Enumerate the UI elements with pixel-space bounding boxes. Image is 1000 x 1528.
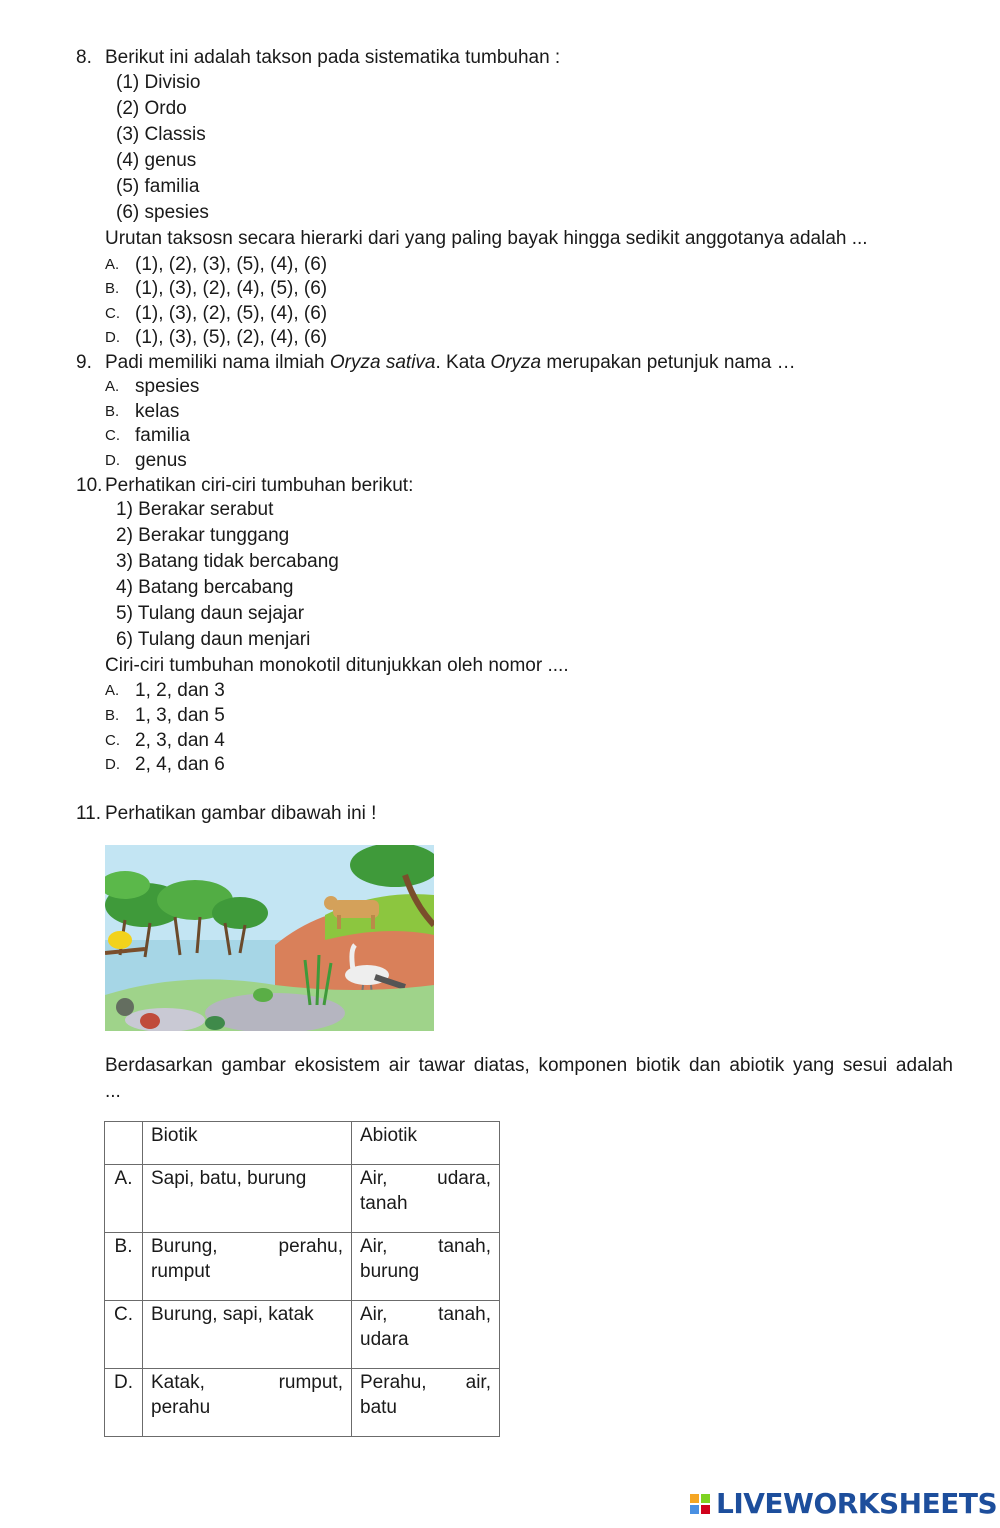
- table-header-cell: Abiotik: [352, 1122, 500, 1165]
- q8-option-b[interactable]: (1), (3), (2), (4), (5), (6): [135, 278, 328, 299]
- table-header-cell: Biotik: [143, 1122, 352, 1165]
- row-letter: B.: [105, 1233, 143, 1301]
- q10-option-letter: B.: [105, 707, 120, 724]
- cell-word: tanah,: [438, 1236, 491, 1257]
- q10-option-c[interactable]: 2, 3, dan 4: [135, 730, 225, 751]
- table-header-cell: [105, 1122, 143, 1165]
- q10-item: 5) Tulang daun sejajar: [116, 603, 305, 624]
- q9-number: 9.: [76, 352, 92, 373]
- freshwater-ecosystem-illustration: [105, 845, 434, 1031]
- q8-option-letter: B.: [105, 280, 120, 297]
- q11-stem: Perhatikan gambar dibawah ini !: [105, 803, 377, 824]
- q9-option-letter: C.: [105, 427, 120, 444]
- cell-word: rumput,: [278, 1372, 343, 1393]
- q8-item: (2) Ordo: [116, 98, 187, 119]
- q8-number: 8.: [76, 47, 92, 68]
- q9-option-letter: D.: [105, 452, 120, 469]
- table-row[interactable]: [105, 1369, 500, 1437]
- cell-line: udara: [360, 1329, 409, 1350]
- q10-item: 6) Tulang daun menjari: [116, 629, 311, 650]
- q8-option-a[interactable]: (1), (2), (3), (5), (4), (6): [135, 254, 328, 275]
- cell-word: Burung,: [151, 1236, 218, 1257]
- q9-option-b[interactable]: kelas: [135, 401, 180, 422]
- cell-line: batu: [360, 1397, 397, 1418]
- cell-line: [360, 1166, 491, 1191]
- biotik-cell: [143, 1165, 352, 1233]
- table-header-row: [105, 1122, 500, 1165]
- answer-table: [104, 1121, 500, 1437]
- q8-item: (6) spesies: [116, 202, 209, 223]
- q11-prompt-line1: Berdasarkan gambar ekosistem air tawar diatas, komponen biotik dan abiotik yang sesui adalah: [105, 1055, 953, 1076]
- biotik-cell: [143, 1301, 352, 1369]
- cell-line: perahu: [151, 1397, 211, 1418]
- q10-item: 2) Berakar tunggang: [116, 525, 290, 546]
- q8-item: (1) Divisio: [116, 72, 201, 93]
- q11-prompt-line2: ...: [105, 1081, 121, 1102]
- row-letter: C.: [105, 1301, 143, 1369]
- q9-option-letter: B.: [105, 403, 120, 420]
- biotik-cell: [143, 1233, 352, 1301]
- cell-word: Katak,: [151, 1372, 205, 1393]
- cell-word: udara,: [437, 1168, 491, 1189]
- q8-option-c[interactable]: (1), (3), (2), (5), (4), (6): [135, 303, 328, 324]
- q10-prompt: Ciri-ciri tumbuhan monokotil ditunjukkan oleh nomor ....: [105, 655, 569, 676]
- q8-prompt: Urutan taksosn secara hierarki dari yang paling bayak hingga sedikit anggotanya adalah ...: [105, 228, 868, 249]
- cell-line: burung: [360, 1261, 420, 1282]
- q9-option-c[interactable]: familia: [135, 425, 190, 446]
- q10-option-letter: C.: [105, 732, 120, 749]
- liveworksheets-brand[interactable]: LIVEWORKSHEETS: [716, 1487, 998, 1520]
- cell-word: Air,: [360, 1304, 388, 1325]
- q8-item: (3) Classis: [116, 124, 206, 145]
- q10-option-letter: D.: [105, 756, 120, 773]
- biotik-cell: [143, 1369, 352, 1437]
- q10-option-b[interactable]: 1, 3, dan 5: [135, 705, 225, 726]
- q8-item: (4) genus: [116, 150, 197, 171]
- cell-word: Air,: [360, 1168, 388, 1189]
- q8-option-letter: A.: [105, 256, 120, 273]
- cell-word: Perahu,: [360, 1372, 427, 1393]
- q10-number: 10.: [76, 475, 103, 496]
- q10-stem: Perhatikan ciri-ciri tumbuhan berikut:: [105, 475, 414, 496]
- q9-option-letter: A.: [105, 378, 120, 395]
- q10-option-a[interactable]: 1, 2, dan 3: [135, 680, 225, 701]
- cell-line: [360, 1302, 491, 1327]
- cell-line: [151, 1234, 343, 1259]
- table-row[interactable]: [105, 1165, 500, 1233]
- cell-line: rumput: [151, 1261, 211, 1282]
- cell-line: tanah: [360, 1193, 408, 1214]
- q8-item: (5) familia: [116, 176, 200, 197]
- cell-word: Air,: [360, 1236, 388, 1257]
- abiotik-cell: [352, 1233, 500, 1301]
- q8-option-d[interactable]: (1), (3), (5), (2), (4), (6): [135, 327, 328, 348]
- q8-option-letter: C.: [105, 305, 120, 322]
- q10-item: 1) Berakar serabut: [116, 499, 274, 520]
- q10-item: 4) Batang bercabang: [116, 577, 294, 598]
- q10-item: 3) Batang tidak bercabang: [116, 551, 339, 572]
- cell-line: [360, 1370, 491, 1395]
- table-row[interactable]: [105, 1301, 500, 1369]
- q8-stem: Berikut ini adalah takson pada sistematika tumbuhan :: [105, 47, 561, 68]
- abiotik-cell: [352, 1369, 500, 1437]
- abiotik-cell: [352, 1301, 500, 1369]
- cell-word: perahu,: [278, 1236, 343, 1257]
- cell-line: [360, 1234, 491, 1259]
- cell-line: Sapi, batu, burung: [151, 1168, 307, 1189]
- table-row[interactable]: [105, 1233, 500, 1301]
- cell-line: [151, 1370, 343, 1395]
- row-letter: D.: [105, 1369, 143, 1437]
- q8-option-letter: D.: [105, 329, 120, 346]
- q10-option-letter: A.: [105, 682, 120, 699]
- q9-stem: Padi memiliki nama ilmiah Oryza sativa. Kata Oryza merupakan petunjuk nama …: [105, 352, 796, 373]
- q9-option-d[interactable]: genus: [135, 450, 187, 471]
- q9-option-a[interactable]: spesies: [135, 376, 200, 397]
- q11-number: 11.: [76, 803, 102, 824]
- cell-line: Burung, sapi, katak: [151, 1304, 314, 1325]
- cell-word: air,: [465, 1372, 491, 1393]
- abiotik-cell: [352, 1165, 500, 1233]
- row-letter: A.: [105, 1165, 143, 1233]
- q10-option-d[interactable]: 2, 4, dan 6: [135, 754, 225, 775]
- cell-word: tanah,: [438, 1304, 491, 1325]
